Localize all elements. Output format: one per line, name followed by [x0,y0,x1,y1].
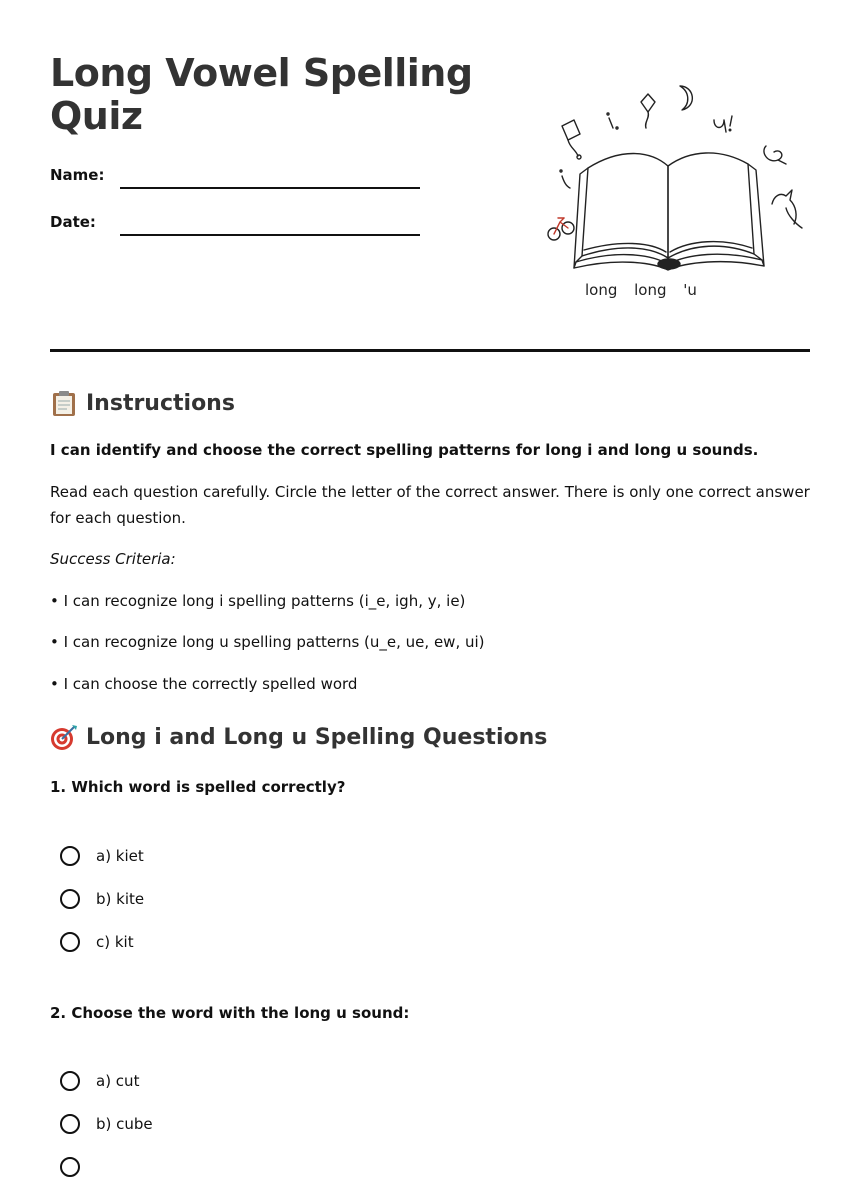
date-label: Date: [50,213,96,231]
questions-heading-text: Long i and Long u Spelling Questions [86,724,548,750]
criteria-item: • I can recognize long u spelling patterns (u_e, ue, ew, ui) [50,633,485,651]
answer-option[interactable] [60,929,134,955]
criteria-item: • I can recognize long i spelling patterns (i_e, igh, y, ie) [50,592,466,610]
directions-text: Read each question carefully. Circle the letter of the correct answer. There is only one correct answer for each question. [50,483,810,527]
answer-option-label: a) cut [96,1072,140,1090]
radio-circle-icon[interactable] [60,932,80,952]
instructions-heading-text: Instructions [86,390,235,416]
quiz-header [50,0,810,352]
question-prompt: 2. Choose the word with the long u sound: [50,1004,410,1022]
name-field-row [50,162,470,192]
answer-option[interactable] [60,1154,96,1180]
open-book-illustration-icon [540,78,810,308]
questions-heading [50,723,547,751]
radio-circle-icon[interactable] [60,846,80,866]
header-divider [50,349,810,352]
criteria-item: • I can choose the correctly spelled word [50,675,358,693]
answer-option-label: a) kiet [96,847,144,865]
answer-option-label: c) kit [96,933,134,951]
name-label: Name: [50,166,105,184]
radio-circle-icon[interactable] [60,1114,80,1134]
answer-option[interactable] [60,1111,153,1137]
success-criteria-label: Success Criteria: [50,550,176,568]
instructions-heading [50,389,235,417]
radio-circle-icon[interactable] [60,889,80,909]
answer-option-label: b) kite [96,890,145,908]
page-title: Long Vowel Spelling Quiz [50,51,473,138]
answer-option[interactable] [60,886,144,912]
answer-option[interactable] [60,843,144,869]
illustration-caption: long long 'u [585,281,697,299]
date-write-line[interactable] [120,234,420,236]
answer-option[interactable] [60,1068,139,1094]
clipboard-icon [50,389,78,417]
answer-option-label: b) cube [96,1115,153,1133]
name-write-line[interactable] [120,187,420,189]
target-icon [50,723,78,751]
quiz-page [50,0,810,1133]
radio-circle-icon[interactable] [60,1071,80,1091]
learning-objective: I can identify and choose the correct spelling patterns for long i and long u sounds. [50,441,759,459]
radio-circle-icon[interactable] [60,1157,80,1177]
date-field-row [50,209,470,239]
question-prompt: 1. Which word is spelled correctly? [50,778,346,796]
